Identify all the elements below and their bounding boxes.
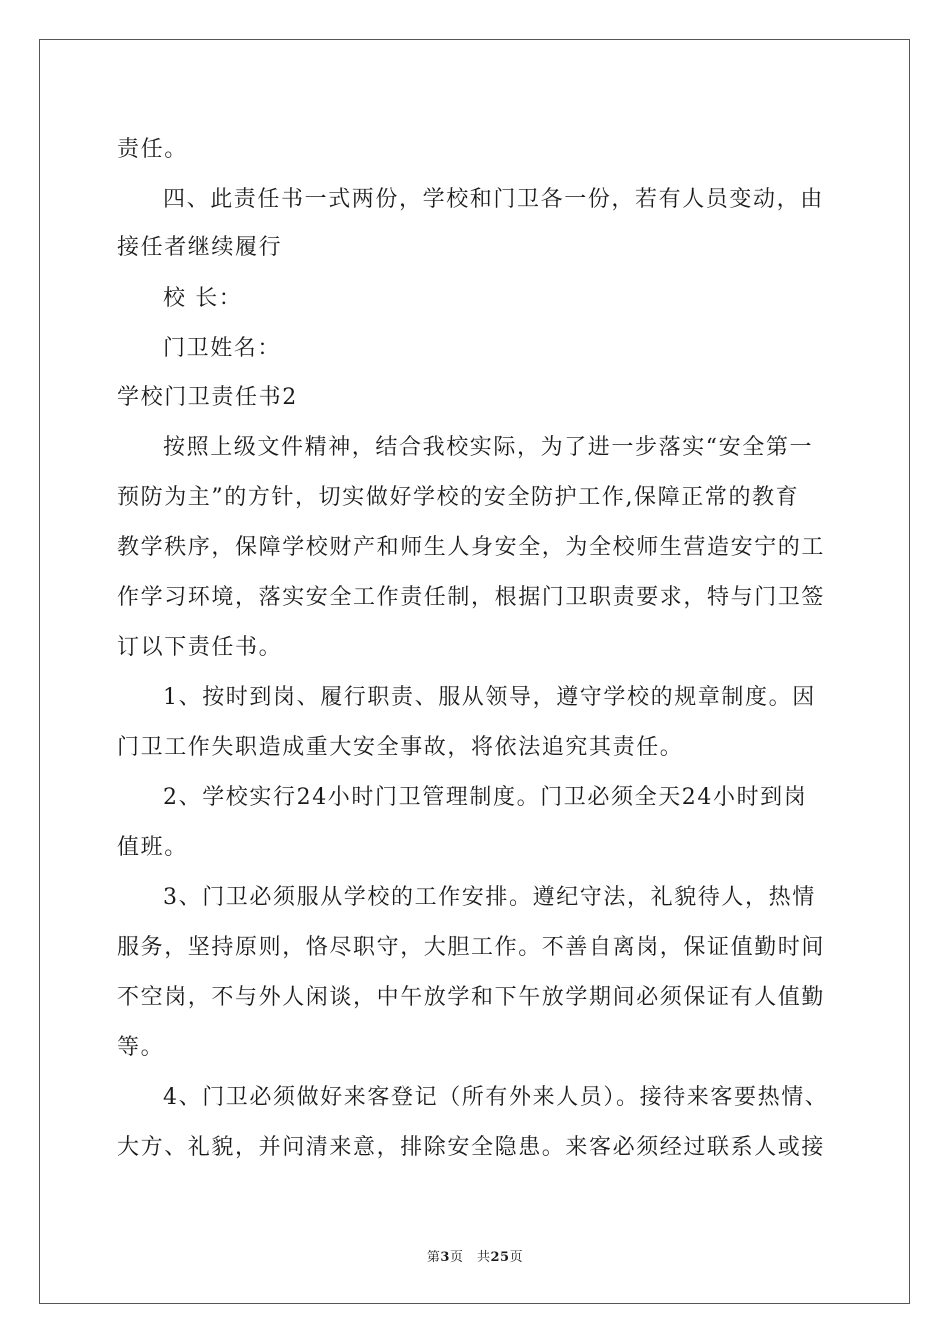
text-line: 4、门卫必须做好来客登记（所有外来人员）。接待来客要热情、 [163,1085,829,1110]
text-line: 服务，坚持原则，恪尽职守，大胆工作。不善自离岗，保证值勤时间 [117,935,826,960]
text-line: 3、门卫必须服从学校的工作安排。遵纪守法，礼貌待人，热情 [163,885,816,910]
total-page-count: 25 [490,1250,510,1265]
text-line: 教学秩序，保障学校财产和师生人身安全，为全校师生营造安宁的工 [117,535,826,560]
footer-page-prefix: 第 [426,1250,441,1265]
text-line: 四、此责任书一式两份，学校和门卫各一份，若有人员变动，由 [163,187,824,212]
text-line: 1、按时到岗、履行职责、服从领导，遵守学校的规章制度。因 [163,685,816,710]
page-border [39,39,910,1304]
footer-page-suffix: 页 [509,1250,524,1265]
text-line: 2、学校实行24小时门卫管理制度。门卫必须全天24小时到岗 [163,785,808,810]
footer-page-mid: 页 共 [449,1250,491,1265]
text-line: 校 长： [163,286,243,311]
text-line: 按照上级文件精神，结合我校实际，为了进一步落实“安全第一 [163,435,814,460]
text-line: 门卫工作失职造成重大安全事故，将依法追究其责任。 [117,735,684,760]
text-line: 等。 [117,1035,165,1060]
text-line: 订以下责任书。 [117,635,283,660]
text-line: 预防为主”的方针，切实做好学校的安全防护工作,保障正常的教育 [117,485,800,510]
page-footer [0,1246,950,1265]
text-line: 门卫姓名： [163,336,282,361]
text-line: 不空岗，不与外人闲谈，中午放学和下午放学期间必须保证有人值勤 [117,985,826,1010]
current-page-number: 3 [440,1250,450,1265]
section-title: 学校门卫责任书2 [117,385,298,410]
text-line: 责任。 [117,137,188,162]
text-line: 大方、礼貌，并问清来意，排除安全隐患。来客必须经过联系人或接 [117,1135,826,1160]
text-line: 作学习环境，落实安全工作责任制，根据门卫职责要求，特与门卫签 [117,585,826,610]
text-line: 接任者继续履行 [117,235,283,260]
text-line: 值班。 [117,835,188,860]
